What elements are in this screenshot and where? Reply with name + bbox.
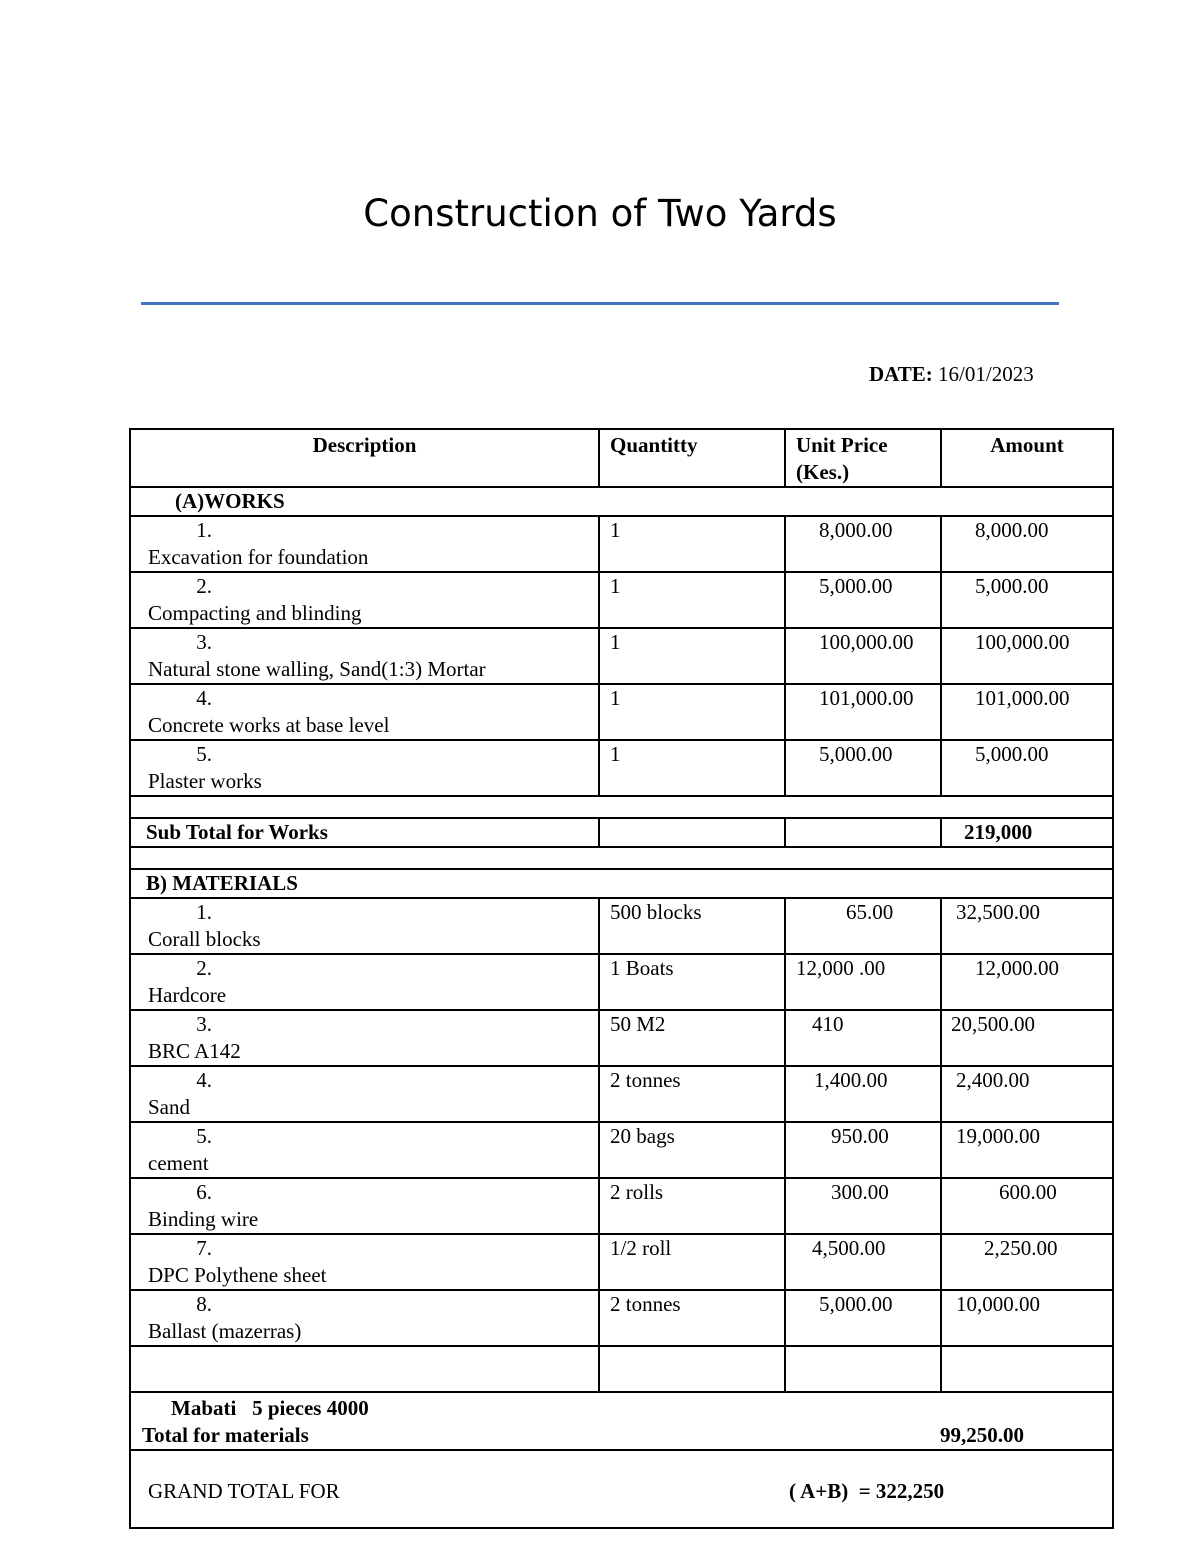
materials-amount: 600.00 — [941, 1178, 1113, 1234]
materials-items — [130, 898, 1113, 1346]
materials-amount: 19,000.00 — [941, 1122, 1113, 1178]
materials-quantity: 1 Boats — [599, 954, 785, 1010]
materials-amount: 12,000.00 — [941, 954, 1113, 1010]
date-line — [869, 362, 1034, 387]
works-unit-price: 101,000.00 — [785, 684, 941, 740]
materials-quantity: 2 tonnes — [599, 1290, 785, 1346]
mabati-line: Mabati 5 pieces 4000 — [171, 1396, 369, 1420]
works-amount: 8,000.00 — [941, 516, 1113, 572]
works-description: Compacting and blinding — [148, 601, 362, 625]
works-description-cell — [130, 516, 599, 572]
works-index: 2. — [196, 574, 212, 598]
materials-description-cell — [130, 954, 599, 1010]
materials-unit-price: 300.00 — [785, 1178, 941, 1234]
works-index: 4. — [196, 686, 212, 710]
materials-index: 3. — [196, 1012, 212, 1036]
materials-unit-price: 5,000.00 — [785, 1290, 941, 1346]
empty-cell — [785, 1346, 941, 1392]
materials-quantity: 2 rolls — [599, 1178, 785, 1234]
materials-amount: 10,000.00 — [941, 1290, 1113, 1346]
date-value: 16/01/2023 — [938, 362, 1034, 386]
materials-description-cell — [130, 1178, 599, 1234]
bill-of-quantities-table — [129, 428, 1114, 1529]
header-quantity: Quantitty — [599, 429, 785, 487]
works-index: 1. — [196, 518, 212, 542]
works-subtotal-row — [130, 818, 1113, 847]
header-description: Description — [130, 429, 599, 487]
works-unit-price: 8,000.00 — [785, 516, 941, 572]
materials-description: Hardcore — [148, 983, 227, 1007]
grand-total-cell — [130, 1450, 1113, 1528]
header-unit-price-line2: (Kes.) — [796, 460, 850, 484]
materials-row — [130, 1178, 1113, 1234]
materials-description: Ballast (mazerras) — [148, 1319, 302, 1343]
materials-total-label: Total for materials — [142, 1423, 309, 1447]
materials-unit-price: 12,000 .00 — [785, 954, 941, 1010]
materials-description: DPC Polythene sheet — [148, 1263, 327, 1287]
works-subtotal-label: Sub Total for Works — [130, 818, 599, 847]
title-underline — [141, 302, 1059, 305]
materials-description: Binding wire — [148, 1207, 259, 1231]
works-quantity: 1 — [599, 740, 785, 796]
materials-quantity: 2 tonnes — [599, 1066, 785, 1122]
works-quantity: 1 — [599, 572, 785, 628]
works-unit-price: 5,000.00 — [785, 740, 941, 796]
materials-unit-price: 4,500.00 — [785, 1234, 941, 1290]
materials-quantity: 1/2 roll — [599, 1234, 785, 1290]
materials-index: 5. — [196, 1124, 212, 1148]
materials-unit-price: 950.00 — [785, 1122, 941, 1178]
works-amount: 5,000.00 — [941, 572, 1113, 628]
materials-amount: 32,500.00 — [941, 898, 1113, 954]
works-description-cell — [130, 740, 599, 796]
grand-total-label: GRAND TOTAL FOR — [148, 1479, 340, 1503]
works-quantity: 1 — [599, 628, 785, 684]
materials-heading-row — [130, 869, 1113, 898]
materials-index: 2. — [196, 956, 212, 980]
materials-quantity: 500 blocks — [599, 898, 785, 954]
empty-cell — [599, 818, 785, 847]
header-unit-price-line1: Unit Price — [796, 433, 888, 457]
works-row — [130, 516, 1113, 572]
materials-row — [130, 1234, 1113, 1290]
works-unit-price: 100,000.00 — [785, 628, 941, 684]
materials-row — [130, 1066, 1113, 1122]
works-heading-row — [130, 487, 1113, 516]
materials-row — [130, 1010, 1113, 1066]
works-subtotal-value: 219,000 — [941, 818, 1113, 847]
materials-index: 1. — [196, 900, 212, 924]
works-amount: 100,000.00 — [941, 628, 1113, 684]
materials-index: 6. — [196, 1180, 212, 1204]
works-index: 5. — [196, 742, 212, 766]
date-label: DATE: — [869, 362, 933, 386]
materials-description: Sand — [148, 1095, 190, 1119]
materials-amount: 20,500.00 — [941, 1010, 1113, 1066]
materials-description: Corall blocks — [148, 927, 261, 951]
works-items — [130, 516, 1113, 796]
materials-total-row — [130, 1392, 1113, 1450]
materials-quantity: 20 bags — [599, 1122, 785, 1178]
blank-row — [130, 796, 1113, 818]
materials-description-cell — [130, 1010, 599, 1066]
materials-description-cell — [130, 1234, 599, 1290]
materials-unit-price: 65.00 — [785, 898, 941, 954]
materials-total-cell — [130, 1392, 1113, 1450]
materials-description-cell — [130, 1290, 599, 1346]
materials-row — [130, 954, 1113, 1010]
materials-heading: B) MATERIALS — [130, 869, 1113, 898]
works-row — [130, 684, 1113, 740]
materials-index: 4. — [196, 1068, 212, 1092]
materials-row — [130, 1122, 1113, 1178]
materials-total-value: 99,250.00 — [940, 1423, 1024, 1447]
works-description-cell — [130, 684, 599, 740]
materials-description-cell — [130, 1122, 599, 1178]
works-amount: 101,000.00 — [941, 684, 1113, 740]
works-description: Natural stone walling, Sand(1:3) Mortar — [148, 657, 486, 681]
materials-description-cell — [130, 1066, 599, 1122]
materials-unit-price: 410 — [785, 1010, 941, 1066]
materials-row — [130, 898, 1113, 954]
works-amount: 5,000.00 — [941, 740, 1113, 796]
works-heading: (A)WORKS — [130, 487, 1113, 516]
blank-row — [130, 847, 1113, 869]
header-unit-price — [785, 429, 941, 487]
empty-cell — [785, 818, 941, 847]
works-index: 3. — [196, 630, 212, 654]
works-row — [130, 740, 1113, 796]
materials-description: cement — [148, 1151, 209, 1175]
empty-cell — [941, 1346, 1113, 1392]
materials-amount: 2,400.00 — [941, 1066, 1113, 1122]
materials-row — [130, 1290, 1113, 1346]
materials-index: 7. — [196, 1236, 212, 1260]
works-description: Excavation for foundation — [148, 545, 369, 569]
empty-cell — [599, 1346, 785, 1392]
works-description: Plaster works — [148, 769, 262, 793]
grand-total-row — [130, 1450, 1113, 1528]
materials-description: BRC A142 — [148, 1039, 241, 1063]
works-unit-price: 5,000.00 — [785, 572, 941, 628]
header-amount: Amount — [941, 429, 1113, 487]
table-header-row — [130, 429, 1113, 487]
works-quantity: 1 — [599, 516, 785, 572]
materials-amount: 2,250.00 — [941, 1234, 1113, 1290]
works-description-cell — [130, 628, 599, 684]
materials-unit-price: 1,400.00 — [785, 1066, 941, 1122]
materials-index: 8. — [196, 1292, 212, 1316]
page-title: Construction of Two Yards — [363, 192, 837, 235]
grand-total-value: ( A+B) = 322,250 — [789, 1479, 945, 1503]
materials-description-cell — [130, 898, 599, 954]
empty-row — [130, 1346, 1113, 1392]
works-row — [130, 572, 1113, 628]
empty-cell — [130, 1346, 599, 1392]
materials-quantity: 50 M2 — [599, 1010, 785, 1066]
works-description: Concrete works at base level — [148, 713, 390, 737]
works-description-cell — [130, 572, 599, 628]
works-row — [130, 628, 1113, 684]
works-quantity: 1 — [599, 684, 785, 740]
